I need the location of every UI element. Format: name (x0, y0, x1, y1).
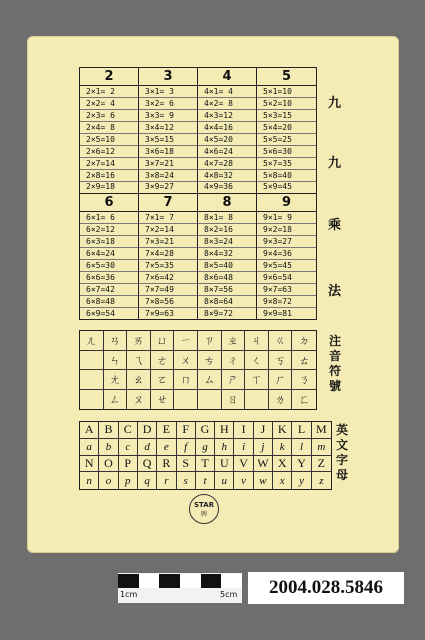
times-row: 9×2=18 (257, 224, 316, 236)
bopomofo-cell: ㄠ (127, 370, 151, 390)
alphabet-cell: J (254, 422, 273, 439)
times-row: 7×9=63 (145, 309, 174, 319)
times-row: 8×4=32 (198, 248, 256, 260)
times-row: 6×1= 6 (80, 212, 138, 224)
times-block-header: 3 (139, 68, 197, 86)
times-block (80, 68, 139, 194)
times-row: 8×9=72 (204, 309, 233, 319)
times-block-header: 5 (257, 68, 316, 86)
bopomofo-cell: ㄈ (298, 393, 310, 407)
title-char-1: 九 (328, 96, 342, 111)
logo-subtext: 牌 (200, 510, 207, 518)
times-row: 5×7=35 (257, 158, 316, 170)
bopomofo-cell: ㄏ (269, 370, 293, 390)
times-row: 2×1= 2 (80, 86, 138, 98)
bopomofo-cell: ㄢ (104, 331, 128, 351)
alphabet-cell: N (80, 456, 99, 473)
alphabet-cell: o (99, 472, 118, 489)
alphabet-cell: k (273, 439, 292, 456)
title-char-3: 乘 (328, 218, 342, 233)
times-row: 3×5=15 (139, 134, 197, 146)
times-block (257, 194, 316, 320)
times-row: 3×8=24 (139, 170, 197, 182)
alphabet-cell: u (215, 472, 234, 489)
bopomofo-label-char: 注 (328, 334, 341, 348)
accession-number: 2004.028.5846 (248, 572, 404, 604)
times-row: 7×3=21 (139, 236, 197, 248)
bopomofo-table (79, 330, 317, 410)
alphabet-cell: d (138, 439, 157, 456)
times-row: 5×1=10 (257, 86, 316, 98)
times-block (139, 68, 198, 194)
bopomofo-cell: ㄦ (80, 331, 104, 351)
alphabet-cell: x (273, 472, 292, 489)
alphabet-cell: l (292, 439, 311, 456)
alphabet-cell: h (215, 439, 234, 456)
times-row: 6×6=36 (80, 272, 138, 284)
alphabet-cell: M (312, 422, 331, 439)
alphabet-label (334, 423, 350, 483)
bopomofo-cell: ㄕ (222, 370, 246, 390)
times-row: 8×6=48 (198, 272, 256, 284)
times-block (80, 194, 139, 320)
bopomofo-cell: ㄉ (292, 331, 316, 351)
bopomofo-cell: ㄖ (222, 390, 246, 410)
times-row: 9×5=45 (257, 260, 316, 272)
bopomofo-cell: ㄑ (245, 351, 269, 371)
alphabet-cell: S (177, 456, 196, 473)
scale-right-label: 5cm (220, 590, 238, 599)
alphabet-cell: Y (292, 456, 311, 473)
times-row: 8×7=56 (198, 284, 256, 296)
alphabet-cell: v (234, 472, 253, 489)
times-row: 6×9=54 (86, 309, 115, 319)
times-block-header: 2 (80, 68, 138, 86)
alphabet-cell: I (234, 422, 253, 439)
bopomofo-cell: ㄙ (198, 370, 222, 390)
times-row: 7×7=49 (139, 284, 197, 296)
times-row: 9×4=36 (257, 248, 316, 260)
bopomofo-cell: ㄐ (245, 331, 269, 351)
alphabet-cell: K (273, 422, 292, 439)
times-row: 6×3=18 (80, 236, 138, 248)
bopomofo-label-char: 符 (328, 364, 341, 378)
multiplication-table (79, 67, 317, 320)
alphabet-cell: C (119, 422, 138, 439)
bopomofo-cell: ㄩ (151, 331, 175, 351)
times-row: 5×9=45 (263, 182, 292, 192)
bopomofo-cell: ㄊ (292, 351, 316, 371)
times-row: 8×8=64 (198, 296, 256, 308)
alphabet-cell: P (119, 456, 138, 473)
alphabet-cell: V (234, 456, 253, 473)
alphabet-cell: E (157, 422, 176, 439)
times-row: 3×7=21 (139, 158, 197, 170)
times-row: 7×5=35 (139, 260, 197, 272)
times-row: 7×8=56 (139, 296, 197, 308)
bopomofo-cell: ㄧ (174, 331, 198, 351)
bopomofo-cell (245, 390, 269, 410)
alphabet-label-char: 文 (335, 438, 348, 452)
alphabet-cell: m (312, 439, 331, 456)
bopomofo-cell: ㄝ (151, 390, 175, 410)
bopomofo-cell: ㄤ (104, 370, 128, 390)
alphabet-table (79, 421, 332, 490)
alphabet-cell: z (319, 474, 324, 487)
alphabet-cell: s (177, 472, 196, 489)
times-block (139, 194, 198, 320)
times-row: 2×4= 8 (80, 122, 138, 134)
times-row: 6×2=12 (80, 224, 138, 236)
times-row: 4×8=32 (198, 170, 256, 182)
alphabet-cell: c (119, 439, 138, 456)
measurement-scale (118, 574, 242, 602)
times-row: 2×2= 4 (80, 98, 138, 110)
times-row: 7×6=42 (139, 272, 197, 284)
alphabet-cell: f (177, 439, 196, 456)
times-row: 2×5=10 (80, 134, 138, 146)
times-row: 5×2=10 (257, 98, 316, 110)
times-row: 9×6=54 (257, 272, 316, 284)
alphabet-cell: O (99, 456, 118, 473)
bopomofo-cell: ㄗ (198, 331, 222, 351)
times-row: 9×8=72 (257, 296, 316, 308)
logo-text: STAR (193, 500, 215, 509)
alphabet-cell: Z (312, 456, 331, 473)
times-row: 3×2= 6 (139, 98, 197, 110)
alphabet-cell: g (196, 439, 215, 456)
bopomofo-cell: ㄘ (198, 351, 222, 371)
times-row: 4×7=28 (198, 158, 256, 170)
bopomofo-cell: ㄛ (151, 370, 175, 390)
times-block-header: 6 (80, 194, 138, 212)
times-row: 9×7=63 (257, 284, 316, 296)
alphabet-cell: G (196, 422, 215, 439)
alphabet-cell: A (80, 422, 99, 439)
times-row: 2×7=14 (80, 158, 138, 170)
times-row: 7×1= 7 (139, 212, 197, 224)
alphabet-cell: w (254, 472, 273, 489)
alphabet-cell: L (292, 422, 311, 439)
title-char-4: 法 (328, 284, 342, 299)
times-row: 5×6=30 (257, 146, 316, 158)
bopomofo-label-char: 音 (328, 349, 341, 363)
times-row: 3×1= 3 (139, 86, 197, 98)
bopomofo-cell: ㄥ (104, 390, 128, 410)
times-block (257, 68, 316, 194)
alphabet-cell: X (273, 456, 292, 473)
times-block-header: 4 (198, 68, 256, 86)
times-block-header: 8 (198, 194, 256, 212)
times-row: 8×3=24 (198, 236, 256, 248)
bopomofo-label-char: 號 (328, 379, 341, 393)
scale-left-label: 1cm (120, 590, 138, 599)
bopomofo-cell: ㄜ (151, 351, 175, 371)
times-row: 2×8=16 (80, 170, 138, 182)
alphabet-cell: y (292, 472, 311, 489)
times-block-header: 9 (257, 194, 316, 212)
bopomofo-cell (80, 390, 104, 410)
bopomofo-cell (80, 370, 104, 390)
times-row: 9×9=81 (263, 309, 292, 319)
times-row: 9×1= 9 (257, 212, 316, 224)
times-row: 5×5=25 (257, 134, 316, 146)
title-char-2: 九 (328, 156, 342, 171)
alphabet-cell: n (80, 472, 99, 489)
bopomofo-cell: ㄔ (222, 351, 246, 371)
times-row: 8×2=16 (198, 224, 256, 236)
times-row: 2×3= 6 (80, 110, 138, 122)
times-row: 6×7=42 (80, 284, 138, 296)
times-row: 6×8=48 (80, 296, 138, 308)
bopomofo-cell: ㄌ (269, 390, 293, 410)
times-block-header: 7 (139, 194, 197, 212)
star-brand-logo (189, 494, 219, 524)
times-block (198, 68, 257, 194)
alphabet-label-char: 字 (335, 453, 348, 467)
times-row: 2×9=18 (86, 182, 115, 192)
times-row: 4×4=16 (198, 122, 256, 134)
times-row: 2×6=12 (80, 146, 138, 158)
alphabet-cell: R (157, 456, 176, 473)
bopomofo-cell: ㄡ (127, 390, 151, 410)
alphabet-cell: B (99, 422, 118, 439)
alphabet-cell: W (254, 456, 273, 473)
alphabet-cell: b (99, 439, 118, 456)
alphabet-cell: U (215, 456, 234, 473)
times-row: 7×4=28 (139, 248, 197, 260)
bopomofo-cell: ㄒ (245, 370, 269, 390)
alphabet-cell: t (196, 472, 215, 489)
times-row: 3×6=18 (139, 146, 197, 158)
alphabet-cell: j (254, 439, 273, 456)
bopomofo-cell: ㄓ (222, 331, 246, 351)
times-row: 8×5=40 (198, 260, 256, 272)
alphabet-cell: a (80, 439, 99, 456)
alphabet-cell: e (157, 439, 176, 456)
times-row: 5×8=40 (257, 170, 316, 182)
alphabet-label-char: 母 (335, 468, 348, 482)
alphabet-cell: q (138, 472, 157, 489)
times-row: 6×4=24 (80, 248, 138, 260)
alphabet-cell: F (177, 422, 196, 439)
times-row: 5×3=15 (257, 110, 316, 122)
alphabet-cell: p (119, 472, 138, 489)
alphabet-label-char: 英 (335, 423, 348, 437)
times-row: 4×3=12 (198, 110, 256, 122)
times-row: 3×3= 9 (139, 110, 197, 122)
bopomofo-cell: ㄣ (104, 351, 128, 371)
scale-bar (118, 574, 242, 588)
alphabet-cell: D (138, 422, 157, 439)
times-row: 5×4=20 (257, 122, 316, 134)
bopomofo-cell: ㄍ (269, 331, 293, 351)
bopomofo-cell: ㄨ (174, 351, 198, 371)
times-row: 3×4=12 (139, 122, 197, 134)
alphabet-cell: T (196, 456, 215, 473)
times-row: 4×9=36 (204, 182, 233, 192)
times-row: 4×6=24 (198, 146, 256, 158)
alphabet-cell: H (215, 422, 234, 439)
times-row: 9×3=27 (257, 236, 316, 248)
times-row: 4×2= 8 (198, 98, 256, 110)
bopomofo-cell: ㄇ (174, 370, 198, 390)
times-row: 7×2=14 (139, 224, 197, 236)
alphabet-cell: i (234, 439, 253, 456)
alphabet-cell: r (157, 472, 176, 489)
bopomofo-cell (198, 390, 222, 410)
bopomofo-cell (174, 390, 198, 410)
bopomofo-cell (80, 351, 104, 371)
times-block (198, 194, 257, 320)
bopomofo-cell: ㄞ (127, 331, 151, 351)
times-row: 4×1= 4 (198, 86, 256, 98)
times-row: 6×5=30 (80, 260, 138, 272)
times-row: 4×5=20 (198, 134, 256, 146)
bopomofo-label (327, 334, 343, 394)
bopomofo-cell: ㄟ (127, 351, 151, 371)
bopomofo-cell: ㄋ (292, 370, 316, 390)
bopomofo-cell: ㄎ (269, 351, 293, 371)
times-row: 3×9=27 (145, 182, 174, 192)
alphabet-cell: Q (138, 456, 157, 473)
times-row: 8×1= 8 (198, 212, 256, 224)
